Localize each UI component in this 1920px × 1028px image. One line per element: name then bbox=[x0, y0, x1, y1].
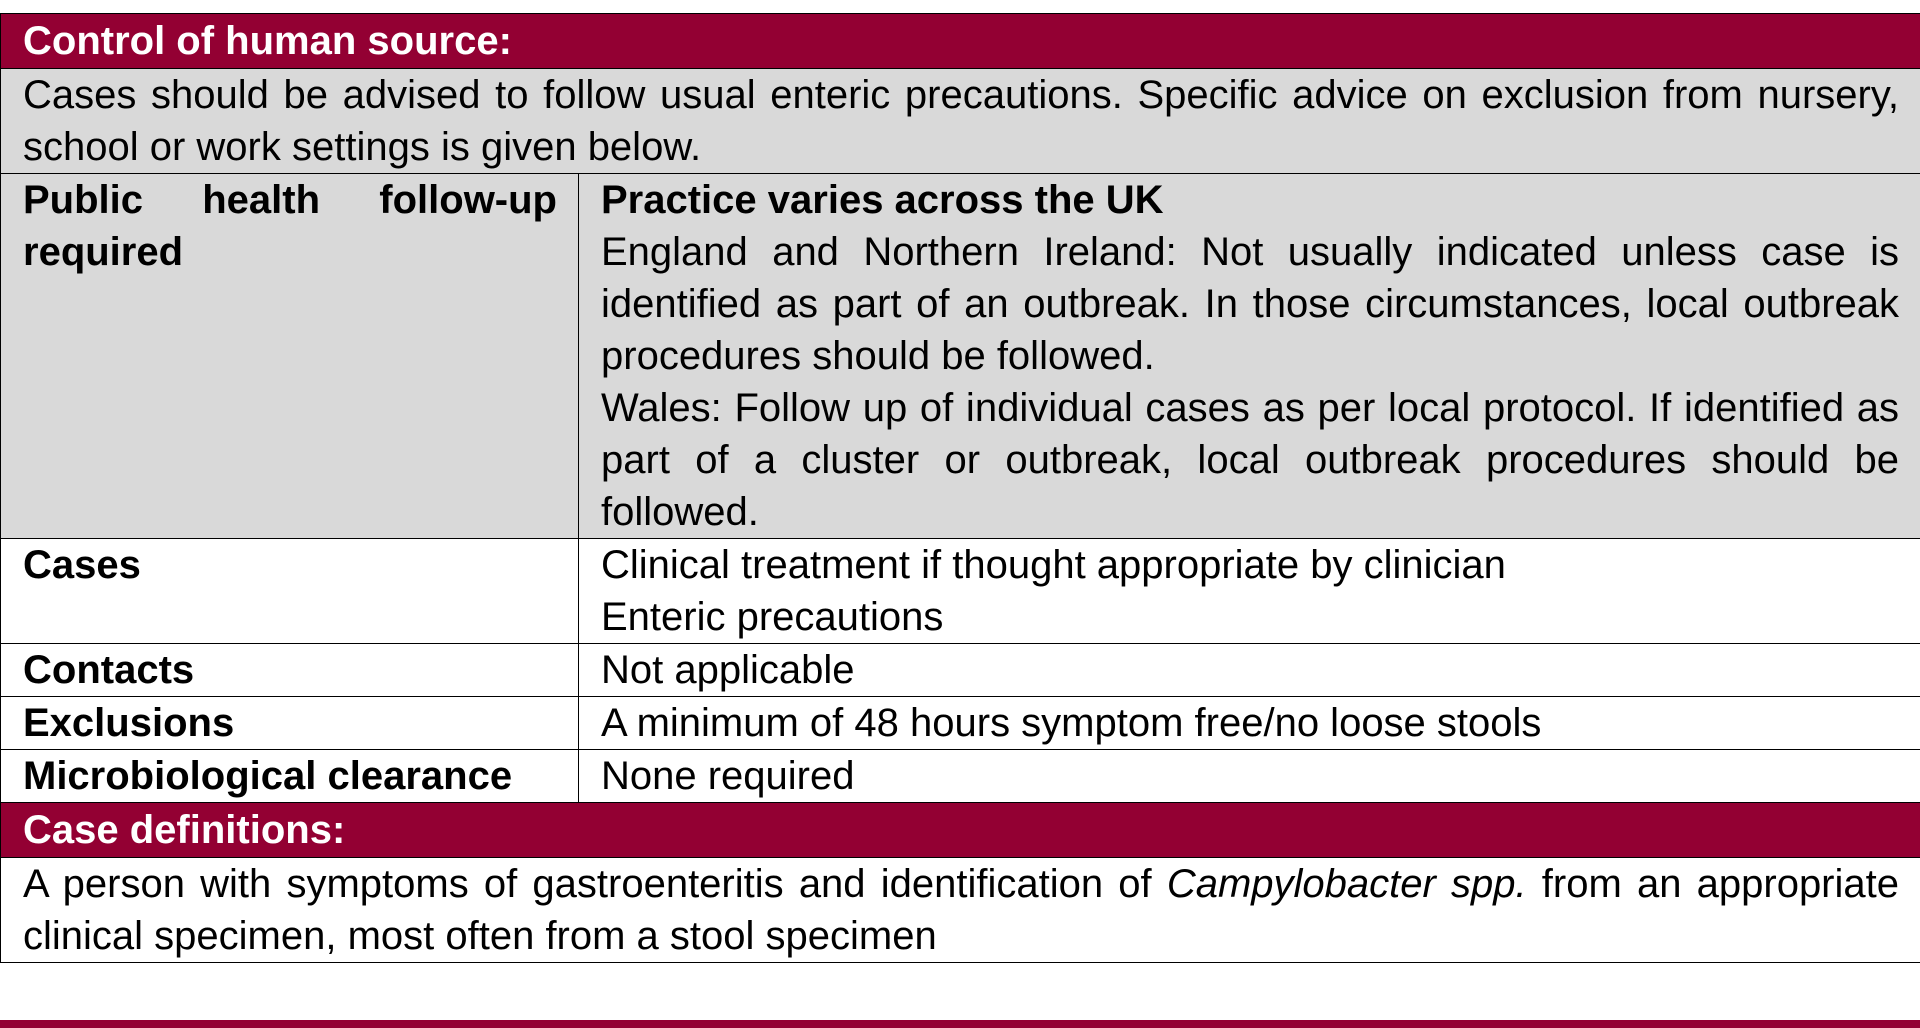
cases-line: Enteric precautions bbox=[601, 595, 944, 639]
control-header: Control of human source: bbox=[1, 14, 1920, 69]
contacts-label: Contacts bbox=[1, 644, 579, 697]
control-table bbox=[0, 13, 1920, 963]
case-definition-after: from an appropriate clinical specimen, most often from a stool specimen bbox=[23, 862, 1899, 958]
england-ni-text: England and Northern Ireland: Not usually indicated unless case is identified as part of an outbreak. In those circumstances, local outbreak procedures should be followed. bbox=[601, 230, 1900, 378]
exclusions-label: Exclusions bbox=[1, 697, 579, 750]
wales-text: Wales: Follow up of individual cases as per local protocol. If identified as part of a cluster or outbreak, local outbreak procedures should be followed. bbox=[601, 386, 1900, 534]
microbiological-clearance-label: Microbiological clearance bbox=[1, 750, 579, 803]
table-row bbox=[1, 539, 1920, 644]
public-health-content bbox=[579, 174, 1920, 539]
case-definitions-header: Case definitions: bbox=[1, 803, 1920, 858]
cases-label: Cases bbox=[1, 539, 579, 644]
table-row bbox=[1, 644, 1920, 697]
public-health-row bbox=[1, 174, 1920, 539]
case-definition-text bbox=[1, 858, 1920, 963]
control-header-row bbox=[1, 14, 1920, 69]
contacts-content: Not applicable bbox=[579, 644, 1920, 697]
case-definition-row bbox=[1, 858, 1920, 963]
table-row bbox=[1, 750, 1920, 803]
exclusions-content: A minimum of 48 hours symptom free/no loose stools bbox=[579, 697, 1920, 750]
public-health-label: Public health follow-up required bbox=[1, 174, 579, 539]
case-definition-organism: Campylobacter spp. bbox=[1166, 862, 1527, 906]
intro-row bbox=[1, 69, 1920, 174]
microbiological-clearance-content: None required bbox=[579, 750, 1920, 803]
table-row bbox=[1, 697, 1920, 750]
public-health-heading: Practice varies across the UK bbox=[601, 178, 1164, 222]
bottom-band-edge bbox=[0, 1020, 1920, 1028]
cases-line: Clinical treatment if thought appropriate by clinician bbox=[601, 543, 1506, 587]
case-definitions-header-row bbox=[1, 803, 1920, 858]
case-definition-before: A person with symptoms of gastroenteritis and identification of bbox=[23, 862, 1167, 906]
cases-content bbox=[579, 539, 1920, 644]
intro-text: Cases should be advised to follow usual enteric precautions. Specific advice on exclusion from nursery, school or work settings is given below. bbox=[1, 69, 1920, 174]
